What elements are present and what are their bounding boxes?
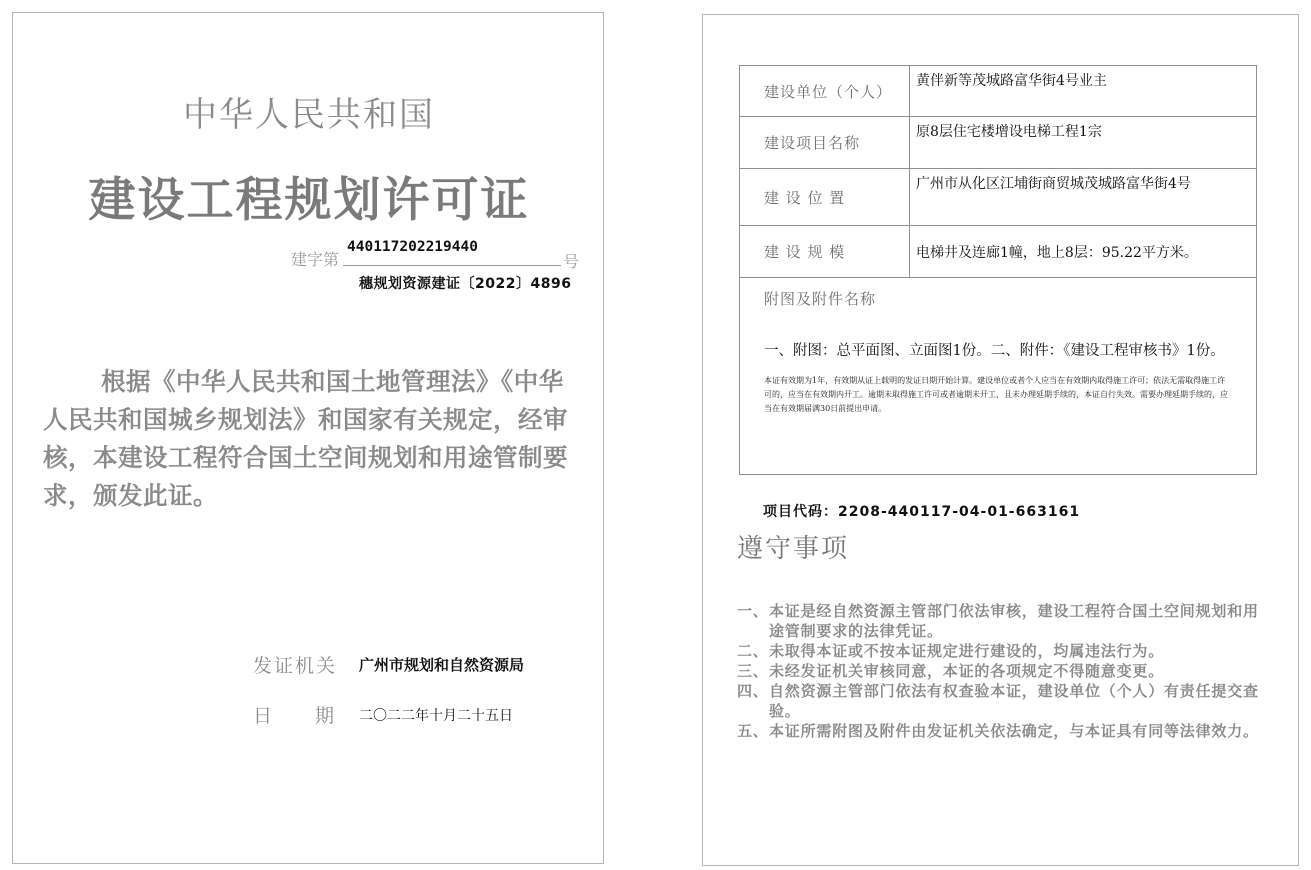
- rule-number: 五、: [737, 722, 769, 740]
- rule-text: 本证所需附图及附件由发证机关依法确定，与本证具有同等法律效力。: [769, 722, 1259, 740]
- construction-unit-value: 黄伴新等茂城路富华街4号业主: [910, 66, 1257, 117]
- attachments-label: 附图及附件名称: [764, 290, 877, 308]
- rule-number: 二、: [737, 642, 769, 660]
- list-item: [737, 681, 1267, 721]
- certificate-number-underline: [343, 265, 561, 266]
- list-item: [737, 721, 1267, 741]
- country-name: 中华人民共和国: [183, 95, 435, 135]
- rule-text: 本证是经自然资源主管部门依法审核，建设工程符合国土空间规划和用途管制要求的法律凭证。: [769, 602, 1259, 640]
- document-number: 穗规划资源建证〔2022〕4896: [359, 276, 572, 292]
- table-row: [740, 278, 1257, 475]
- rule-number: 一、: [737, 602, 769, 620]
- table-row: [740, 226, 1257, 278]
- project-code: 项目代码：2208-440117-04-01-663161: [763, 504, 1081, 520]
- attachments-text: 一、附图：总平面图、立面图1份。二、附件：《建设工程审核书》1份。: [764, 343, 1225, 359]
- rule-text: 自然资源主管部门依法有权查验本证，建设单位（个人）有责任提交查验。: [769, 682, 1259, 720]
- project-name-value: 原8层住宅楼增设电梯工程1宗: [910, 117, 1257, 169]
- date-label-second-char: 期: [315, 705, 335, 727]
- issuer-name: 广州市规划和自然资源局: [359, 656, 525, 674]
- rule-number: 三、: [737, 662, 769, 680]
- issuer-label: 发证机关: [253, 655, 338, 677]
- rule-text: 未经发证机关审核同意，本证的各项规定不得随意变更。: [769, 662, 1165, 680]
- list-item: [737, 601, 1267, 641]
- table-row: [740, 169, 1257, 226]
- certificate-number-prefix: 建字第: [291, 250, 340, 269]
- attachments-cell: [740, 278, 1257, 475]
- date-label-first-char: 日: [253, 705, 273, 727]
- construction-scale-label: 建 设 规 模: [740, 226, 910, 278]
- certificate-body-content: 根据《中华人民共和国土地管理法》《中华人民共和国城乡规划法》和国家有关规定，经审核，本建设工程符合国土空间规划和用途管制要求，颁发此证。: [43, 367, 568, 510]
- list-item: [737, 661, 1267, 681]
- construction-scale-value: 电梯井及连廊1幢，地上8层：95.22平方米。: [910, 226, 1257, 278]
- rules-title: 遵守事项: [737, 534, 850, 564]
- certificate-title: 建设工程规划许可证: [88, 173, 530, 228]
- construction-location-label: 建 设 位 置: [740, 169, 910, 226]
- list-item: [737, 641, 1267, 661]
- project-info-table: [739, 65, 1257, 475]
- certificate-body-text: [43, 363, 583, 515]
- validity-notice: 本证有效期为1年，有效期从证上载明的发证日期开始计算。建设单位或者个人应当在有效期内取得施工许可；依法无需取得施工许可的，应当在有效期内开工。逾期未取得施工许可或者逾期未开工，且未办理延期手续的，本证自行失效。需要办理延期手续的，应当在有效期届满30日前提出申请。: [764, 376, 1228, 413]
- certificate-front-page: [12, 12, 604, 864]
- certificate-number: 440117202219440: [347, 239, 478, 255]
- construction-unit-label: 建设单位（个人）: [740, 66, 910, 117]
- certificate-number-suffix: 号: [563, 252, 580, 271]
- construction-location-value: 广州市从化区江埔街商贸城茂城路富华街4号: [910, 169, 1257, 226]
- rule-number: 四、: [737, 682, 769, 700]
- issue-date: 二〇二二年十月二十五日: [359, 708, 513, 724]
- certificate-back-page: [702, 14, 1299, 866]
- rules-list: [737, 601, 1267, 741]
- project-name-label: 建设项目名称: [740, 117, 910, 169]
- table-row: [740, 117, 1257, 169]
- rule-text: 未取得本证或不按本证规定进行建设的，均属违法行为。: [769, 642, 1165, 660]
- table-row: [740, 66, 1257, 117]
